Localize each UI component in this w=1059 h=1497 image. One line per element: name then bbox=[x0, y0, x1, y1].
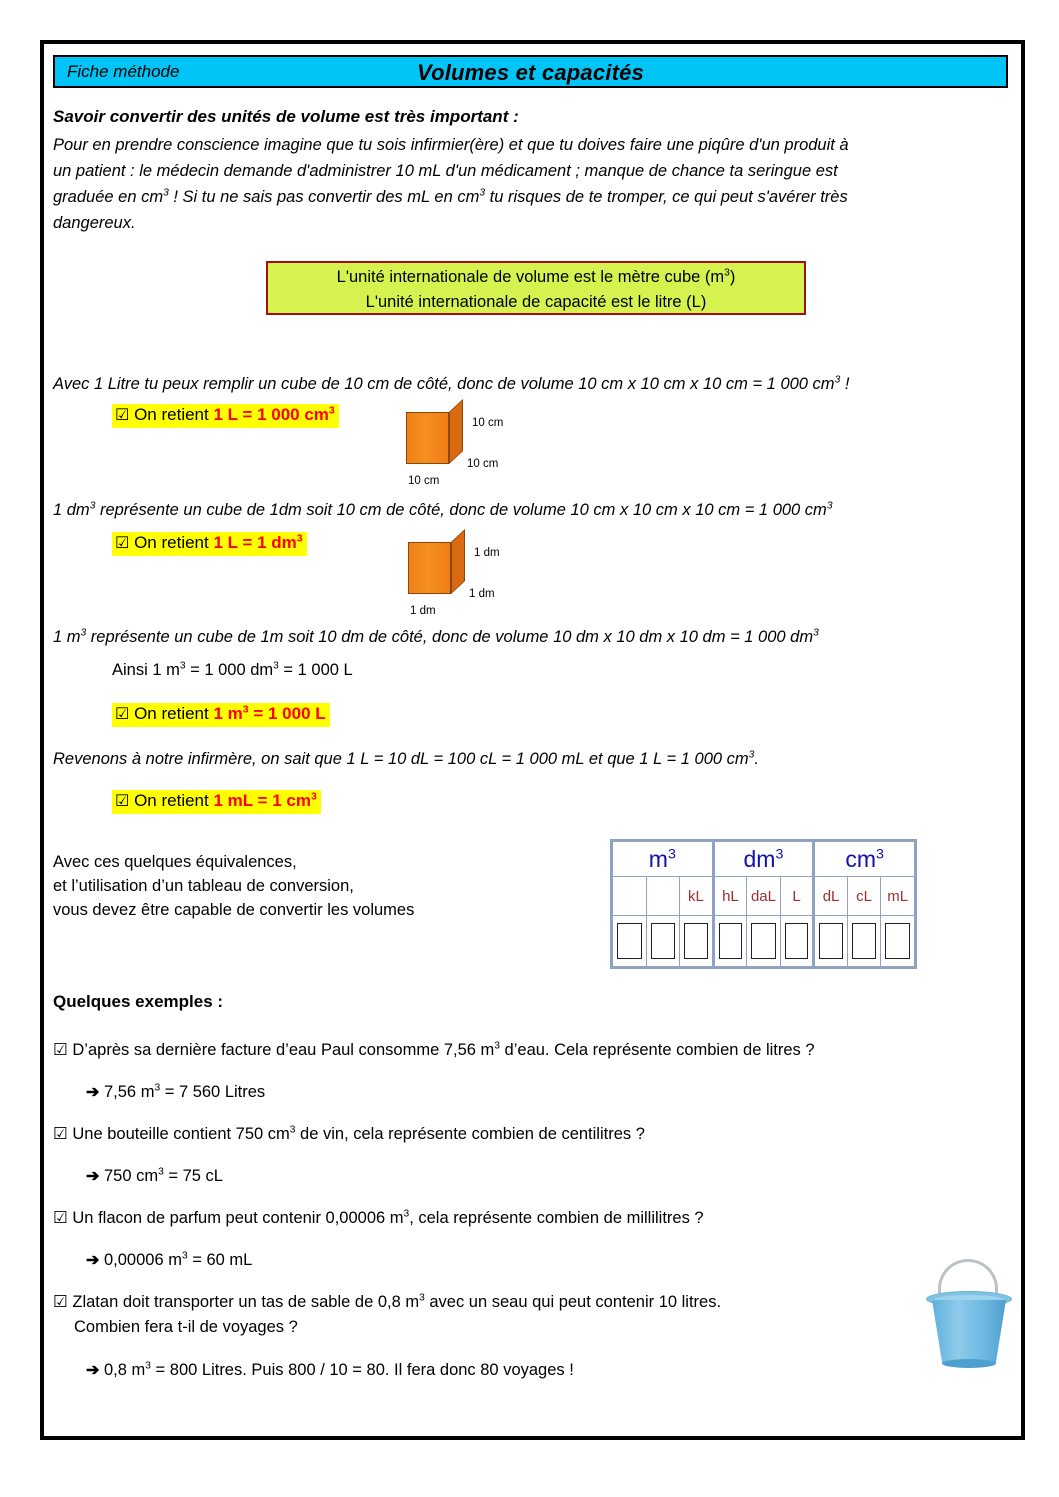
section3-ainsi bbox=[112, 657, 353, 683]
arrow-icon: ➔ bbox=[86, 1168, 100, 1185]
section3-retient-value-exp: 3 bbox=[242, 703, 249, 716]
definition-line-2: L'unité internationale de capacité est le litre (L) bbox=[365, 293, 707, 311]
definition-line-1-exp: 3 bbox=[724, 267, 730, 279]
section4-retient bbox=[112, 790, 321, 814]
section4-sentence-exp: 3 bbox=[748, 749, 755, 761]
example-1-answer-b: = 7 560 Litres bbox=[160, 1083, 266, 1101]
cube-illustration-cm bbox=[406, 399, 526, 487]
cube-label-width: 10 cm bbox=[408, 475, 440, 487]
table-unit-cell-0 bbox=[613, 877, 647, 916]
example-3-answer-a: 0,00006 m bbox=[104, 1251, 182, 1269]
cube-side-face bbox=[449, 399, 463, 464]
example-1-question-b: d’eau. Cela représente combien de litres ? bbox=[499, 1041, 815, 1059]
table-group-cm3 bbox=[814, 842, 915, 877]
section2-retient-value: 1 L = 1 dm bbox=[213, 533, 297, 552]
table-entry-box-8[interactable] bbox=[885, 923, 910, 959]
section3-retient bbox=[112, 703, 330, 727]
table-group-cm3-exp: 3 bbox=[876, 845, 884, 862]
table-group-cm3-base: cm bbox=[845, 845, 876, 872]
section3-retient-value-b: = 1 000 L bbox=[248, 704, 326, 723]
section3-sentence-exp-1: 3 bbox=[80, 627, 87, 639]
table-entry-box-5[interactable] bbox=[785, 923, 809, 959]
table-entry-box-4[interactable] bbox=[751, 923, 776, 959]
table-entry-cell-6[interactable] bbox=[814, 916, 848, 967]
table-intro-line-2: et l’utilisation d’un tableau de conversion, bbox=[53, 877, 354, 895]
checkbox-icon: ☑ bbox=[53, 1125, 68, 1143]
intro-line-3-part-a: graduée en cm bbox=[53, 188, 164, 206]
example-3-question bbox=[53, 1205, 704, 1231]
section4-sentence bbox=[53, 746, 759, 772]
cube-side-face bbox=[451, 529, 465, 594]
section3-ainsi-c: = 1 000 L bbox=[278, 661, 353, 679]
example-3-question-exp: 3 bbox=[403, 1208, 410, 1220]
example-2-question-exp: 3 bbox=[289, 1124, 296, 1136]
table-unit-row bbox=[613, 877, 915, 916]
table-entry-box-0[interactable] bbox=[617, 923, 642, 959]
checkbox-icon: ☑ bbox=[53, 1293, 68, 1311]
example-3-question-a: Un flacon de parfum peut contenir 0,00006 m bbox=[72, 1209, 404, 1227]
header-bar bbox=[53, 55, 1008, 88]
section4-retient-value: 1 mL = 1 cm bbox=[213, 791, 311, 810]
section1-sentence-a: Avec 1 Litre tu peux remplir un cube de 10 cm de côté, donc de volume 10 cm x 10 cm x 10 cm = 1 000 cm bbox=[53, 375, 835, 393]
table-entry-row bbox=[613, 916, 915, 967]
example-3-question-b: , cela représente combien de millilitres ? bbox=[409, 1209, 704, 1227]
section4-sentence-b: . bbox=[754, 750, 759, 768]
section1-retient bbox=[112, 404, 339, 428]
example-1-question-exp: 3 bbox=[494, 1040, 500, 1052]
definition-line-1 bbox=[268, 265, 804, 290]
example-1-answer-a: 7,56 m bbox=[104, 1083, 155, 1101]
table-unit-cell-l: L bbox=[780, 877, 814, 916]
section3-retient-value-a: 1 m bbox=[213, 704, 243, 723]
example-3-answer-exp: 3 bbox=[181, 1250, 188, 1262]
table-entry-cell-1[interactable] bbox=[646, 916, 680, 967]
definition-line-1-close: ) bbox=[729, 268, 736, 286]
section3-retient-label: On retient bbox=[134, 704, 214, 723]
table-group-dm3-exp: 3 bbox=[775, 845, 784, 862]
table-unit-cell-1 bbox=[646, 877, 680, 916]
section3-ainsi-exp-1: 3 bbox=[179, 660, 186, 672]
example-4-question-line2: Combien fera t-il de voyages ? bbox=[74, 1318, 298, 1336]
section1-sentence-exp: 3 bbox=[834, 374, 841, 386]
example-1-question-a: D’après sa dernière facture d’eau Paul consomme 7,56 m bbox=[72, 1041, 495, 1059]
arrow-icon: ➔ bbox=[86, 1362, 100, 1379]
table-entry-box-3[interactable] bbox=[719, 923, 743, 959]
checkbox-icon: ☑ bbox=[53, 1209, 68, 1227]
section2-retient bbox=[112, 532, 307, 556]
section4-sentence-a: Revenons à notre infirmère, on sait que 1 L = 10 dL = 100 cL = 1 000 mL et que 1 L = 1 000 cm bbox=[53, 750, 749, 768]
example-2-answer-b: = 75 cL bbox=[163, 1167, 223, 1185]
examples-heading: Quelques exemples : bbox=[53, 992, 224, 1011]
table-entry-cell-5[interactable] bbox=[780, 916, 814, 967]
table-entry-box-7[interactable] bbox=[852, 923, 877, 959]
intro-line-1: Pour en prendre conscience imagine que tu sois infirmier(ère) et que tu doives faire une piqûre d'un produit à bbox=[53, 136, 849, 154]
conversion-table bbox=[610, 839, 917, 969]
example-2-question-a: Une bouteille contient 750 cm bbox=[72, 1125, 290, 1143]
cube-front-face bbox=[406, 412, 449, 464]
definition-line-1-text: L'unité internationale de volume est le mètre cube (m bbox=[336, 268, 725, 286]
table-entry-cell-3[interactable] bbox=[713, 916, 747, 967]
table-unit-cell-dal: daL bbox=[747, 877, 781, 916]
example-1-answer-exp: 3 bbox=[154, 1082, 161, 1094]
section3-sentence-exp-2: 3 bbox=[813, 627, 819, 639]
table-entry-box-2[interactable] bbox=[684, 923, 708, 959]
header-left-label: Fiche méthode bbox=[67, 62, 180, 81]
table-group-dm3 bbox=[713, 842, 814, 877]
section1-retient-value-exp: 3 bbox=[328, 404, 335, 417]
example-4-answer-b: = 800 Litres. Puis 800 / 10 = 80. Il fera donc 80 voyages ! bbox=[150, 1361, 574, 1379]
checkbox-icon: ☑ bbox=[115, 706, 130, 723]
example-2-question bbox=[53, 1121, 645, 1147]
example-2-answer bbox=[86, 1163, 223, 1190]
table-unit-cell-cl: cL bbox=[847, 877, 881, 916]
section2-sentence-b: représente un cube de 1dm soit 10 cm de côté, donc de volume 10 cm x 10 cm x 10 cm = 1 000 cm bbox=[95, 501, 827, 519]
page-title: Volumes et capacités bbox=[417, 60, 644, 85]
table-unit-cell-dl: dL bbox=[814, 877, 848, 916]
section3-sentence-a: 1 m bbox=[53, 628, 81, 646]
example-4-question bbox=[53, 1289, 721, 1315]
cube-illustration-dm bbox=[408, 529, 528, 617]
table-unit-cell-kl: kL bbox=[680, 877, 714, 916]
example-4-question-exp: 3 bbox=[419, 1292, 425, 1304]
arrow-icon: ➔ bbox=[86, 1252, 100, 1269]
bucket-body bbox=[932, 1300, 1006, 1364]
checkbox-icon: ☑ bbox=[115, 407, 130, 424]
cube-label-width: 1 dm bbox=[410, 605, 436, 617]
section2-sentence-a: 1 dm bbox=[53, 501, 90, 519]
intro-line-3-exp-1: 3 bbox=[163, 187, 169, 199]
section2-sentence-exp-1: 3 bbox=[89, 500, 96, 512]
section1-sentence-b: ! bbox=[840, 375, 850, 393]
checkbox-icon: ☑ bbox=[115, 535, 130, 552]
section3-sentence-b: représente un cube de 1m soit 10 dm de côté, donc de volume 10 dm x 10 dm x 10 dm = 1 000 dm bbox=[86, 628, 814, 646]
intro-heading: Savoir convertir des unités de volume est très important : bbox=[53, 107, 519, 126]
table-entry-box-6[interactable] bbox=[819, 923, 843, 959]
cube-front-face bbox=[408, 542, 451, 594]
example-3-answer-b: = 60 mL bbox=[187, 1251, 253, 1269]
bucket-icon bbox=[924, 1259, 1016, 1369]
intro-line-3 bbox=[53, 184, 848, 210]
example-1-answer bbox=[86, 1079, 265, 1106]
table-intro-line-1: Avec ces quelques équivalences, bbox=[53, 853, 297, 871]
section4-retient-value-exp: 3 bbox=[310, 790, 317, 803]
section3-ainsi-exp-2: 3 bbox=[273, 660, 279, 672]
example-2-answer-a: 750 cm bbox=[104, 1167, 159, 1185]
table-entry-cell-2[interactable] bbox=[680, 916, 714, 967]
section3-ainsi-a: Ainsi 1 m bbox=[112, 661, 180, 679]
example-1-question bbox=[53, 1037, 815, 1063]
section2-sentence-exp-2: 3 bbox=[826, 500, 833, 512]
section2-retient-value-exp: 3 bbox=[296, 532, 303, 545]
cube-label-height: 1 dm bbox=[474, 547, 500, 559]
table-group-m3-exp: 3 bbox=[667, 845, 676, 862]
intro-line-3-exp-2: 3 bbox=[479, 187, 486, 199]
example-4-question-b: avec un seau qui peut contenir 10 litres. bbox=[424, 1293, 722, 1311]
intro-line-2: un patient : le médecin demande d'administrer 10 mL d'un médicament ; manque de chance ta seringue est bbox=[53, 162, 838, 180]
example-2-answer-exp: 3 bbox=[158, 1166, 164, 1178]
intro-line-3-part-c: tu risques de te tromper, ce qui peut s'avérer très bbox=[485, 188, 848, 206]
table-entry-cell-4[interactable] bbox=[747, 916, 781, 967]
example-4-answer-exp: 3 bbox=[145, 1360, 151, 1372]
table-group-dm3-base: dm bbox=[743, 845, 776, 872]
section2-retient-label: On retient bbox=[134, 533, 214, 552]
section4-retient-label: On retient bbox=[134, 791, 214, 810]
cube-label-depth: 10 cm bbox=[467, 458, 499, 470]
section3-ainsi-b: = 1 000 dm bbox=[185, 661, 274, 679]
table-entry-cell-7[interactable] bbox=[847, 916, 881, 967]
table-unit-cell-hl: hL bbox=[713, 877, 747, 916]
example-3-answer bbox=[86, 1247, 252, 1274]
worksheet-page bbox=[40, 40, 1025, 1440]
table-entry-cell-8[interactable] bbox=[881, 916, 915, 967]
example-4-answer-a: 0,8 m bbox=[104, 1361, 146, 1379]
section2-sentence bbox=[53, 497, 833, 523]
table-intro-line-3: vous devez être capable de convertir les volumes bbox=[53, 901, 415, 919]
section1-sentence bbox=[53, 371, 849, 397]
example-4-question-a: Zlatan doit transporter un tas de sable de 0,8 m bbox=[72, 1293, 420, 1311]
table-entry-cell-0[interactable] bbox=[613, 916, 647, 967]
bucket-base bbox=[942, 1359, 996, 1368]
section1-retient-label: On retient bbox=[134, 405, 214, 424]
definition-box bbox=[266, 261, 806, 315]
table-group-row bbox=[613, 842, 915, 877]
example-2-question-b: de vin, cela représente combien de centilitres ? bbox=[295, 1125, 645, 1143]
checkbox-icon: ☑ bbox=[53, 1041, 68, 1059]
cube-label-height: 10 cm bbox=[472, 417, 504, 429]
checkbox-icon: ☑ bbox=[115, 793, 130, 810]
arrow-icon: ➔ bbox=[86, 1084, 100, 1101]
intro-line-4: dangereux. bbox=[53, 214, 136, 232]
section1-retient-value: 1 L = 1 000 cm bbox=[213, 405, 329, 424]
cube-label-depth: 1 dm bbox=[469, 588, 495, 600]
table-group-m3 bbox=[613, 842, 714, 877]
example-4-answer bbox=[86, 1357, 574, 1384]
intro-line-3-part-b: ! Si tu ne sais pas convertir des mL en cm bbox=[168, 188, 480, 206]
table-unit-cell-ml: mL bbox=[881, 877, 915, 916]
section3-sentence bbox=[53, 624, 819, 650]
table-group-m3-base: m bbox=[648, 845, 668, 872]
table-entry-box-1[interactable] bbox=[651, 923, 676, 959]
